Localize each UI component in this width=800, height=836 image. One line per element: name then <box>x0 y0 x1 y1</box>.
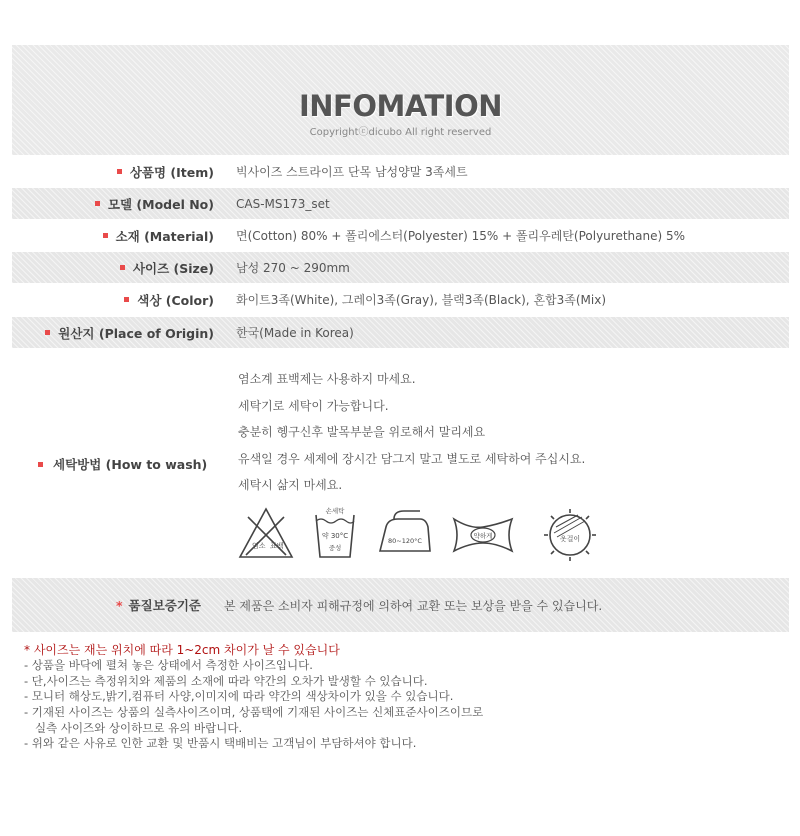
row-value: 빅사이즈 스트라이프 단목 남성양말 3족세트 <box>236 165 468 179</box>
note-line: 실측 사이즈와 상이하므로 유의 바랍니다. <box>24 720 243 735</box>
notes-headline: 사이즈는 재는 위치에 따라 1~2cm 차이가 날 수 있습니다 <box>33 643 340 657</box>
wash-line: 세탁시 삶지 마세요. <box>238 478 343 492</box>
quality-guarantee <box>12 578 789 632</box>
washtub-sub-text: 중성 <box>328 544 342 552</box>
wash-label: 세탁방법 (How to wash) <box>38 455 207 473</box>
washtub-temp-text: 약 30°C <box>321 532 349 540</box>
note-line: - 단,사이즈는 측정위치와 제품의 소재에 따라 약간의 오차가 발생할 수 있습니다. <box>24 673 428 688</box>
note-line: - 기재된 사이즈는 상품의 실측사이즈이며, 상품택에 기재된 사이즈는 신체표준사이즈이므로 <box>24 705 484 720</box>
row-label: 사이즈 (Size) <box>132 260 214 276</box>
note-line: - 위와 같은 사유로 인한 교환 및 반품시 택배비는 고객님이 부담하셔야 합니다. <box>24 736 417 751</box>
note-line: - 모니터 해상도,밝기,컴퓨터 사양,이미지에 따라 약간의 색상차이가 있을 수 있습니다. <box>24 689 454 704</box>
wring-text: 약하게 <box>473 532 493 540</box>
info-row-item <box>12 156 789 187</box>
gentle-wring-icon <box>450 505 516 561</box>
washtub-top-text: 손세탁 <box>325 507 345 515</box>
note-line: - 상품을 바닥에 펼쳐 놓은 상태에서 측정한 사이즈입니다. <box>24 658 313 672</box>
hand-wash-icon <box>312 505 358 561</box>
size-notes <box>24 642 483 752</box>
bullet-icon <box>38 462 43 467</box>
row-label: 원산지 (Place of Origin) <box>58 325 214 341</box>
copyright-text: Copyrightⓒdicubo All right reserved <box>309 127 492 138</box>
row-value: 한국(Made in Korea) <box>236 326 354 340</box>
star-icon: * <box>116 597 123 613</box>
info-row-material <box>12 220 789 251</box>
dry-in-shade-icon <box>540 505 600 565</box>
bullet-icon <box>120 265 125 270</box>
row-value: 화이트3족(White), 그레이3족(Gray), 블랙3족(Black), 혼합3족(Mix) <box>236 293 607 307</box>
page-title: INFOMATION <box>298 89 503 123</box>
row-value: CAS-MS173_set <box>236 196 330 211</box>
guarantee-text: 본 제품은 소비자 피해규정에 의하여 교환 또는 보상을 받을 수 있습니다. <box>224 598 603 613</box>
wash-line: 세탁기로 세탁이 가능합니다. <box>238 398 389 413</box>
bleach-text-1: 염소 <box>252 542 266 550</box>
row-value: 면(Cotton) 80% + 폴리에스터(Polyester) 15% + 폴리우레탄(Polyurethane) 5% <box>236 229 686 243</box>
no-chlorine-bleach-icon <box>236 505 296 561</box>
iron-icon <box>376 505 434 561</box>
bullet-icon <box>45 330 50 335</box>
row-label: 소재 (Material) <box>115 228 214 244</box>
info-row-color <box>12 284 789 315</box>
info-row-size <box>12 252 789 283</box>
bleach-text-2: 표백 <box>270 542 284 550</box>
wash-line: 충분히 헹구신후 발목부분을 위로해서 말리세요 <box>238 425 486 439</box>
dry-text: 옷걸이 <box>559 535 581 543</box>
wash-line: 염소계 표백제는 사용하지 마세요. <box>238 372 416 386</box>
iron-temp-text: 80~120°C <box>388 537 422 545</box>
bullet-icon <box>124 297 129 302</box>
bullet-icon <box>103 233 108 238</box>
info-row-origin <box>12 317 789 348</box>
bullet-icon <box>117 169 122 174</box>
wash-instructions <box>238 370 585 503</box>
info-row-model <box>12 188 789 219</box>
wash-line: 유색일 경우 세제에 장시간 담그지 말고 별도로 세탁하여 주십시요. <box>238 451 586 466</box>
bullet-icon <box>95 201 100 206</box>
info-header <box>12 45 789 155</box>
row-label: 색상 (Color) <box>137 292 214 308</box>
row-label: 상품명 (Item) <box>129 164 214 180</box>
row-label: 모델 (Model No) <box>107 196 214 212</box>
care-icons <box>236 505 606 565</box>
star-icon: * <box>24 643 34 657</box>
row-value: 남성 270 ~ 290mm <box>236 261 350 275</box>
guarantee-label: 품질보증기준 <box>128 598 201 613</box>
